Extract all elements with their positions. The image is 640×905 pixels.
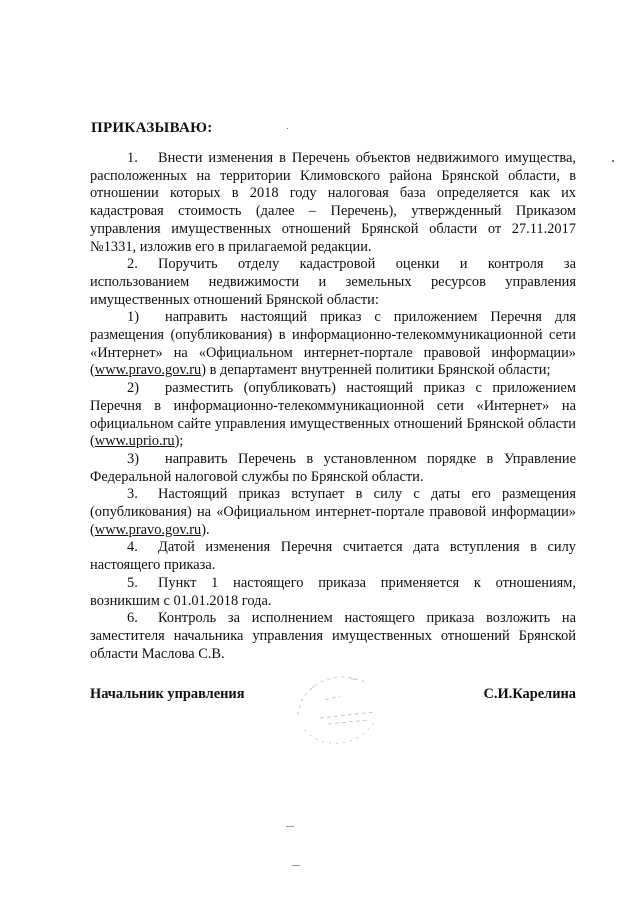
order-subitem-2: [90, 380, 576, 451]
order-subitem-3: [90, 451, 576, 486]
subitem-number: 3): [127, 450, 139, 467]
subitem-text-tail: ) в департамент внутренней политики Брянской области;: [201, 362, 551, 379]
order-item-2: [90, 256, 576, 309]
subitem-text: направить настоящий приказ с приложением Перечня для размещения (опубликования) в информационно-телекоммуникационной сети «Интернет» на «Официальном интернет-портале правовой информации» (: [90, 309, 576, 379]
subitem-number: 1): [127, 309, 139, 326]
subitem-text: разместить (опубликовать) настоящий приказ с приложением Перечня в информационно-телекоммуникационной сети «Интернет» на официальном сайте управления имущественных отношений Брянской области (: [90, 380, 576, 450]
subitem-text-tail: );: [174, 433, 184, 450]
item-number: 3.: [127, 486, 138, 503]
scan-mark: [286, 826, 294, 827]
order-item-1: [90, 150, 576, 256]
order-heading: ПРИКАЗЫВАЮ:: [91, 120, 213, 136]
item-number: 6.: [127, 610, 138, 627]
pravo-link[interactable]: www.pravo.gov.ru: [94, 362, 202, 379]
order-subitem-1: [90, 309, 576, 380]
signer-name: С.И.Карелина: [483, 686, 576, 702]
item-text: Датой изменения Перечня считается дата вступления в силу настоящего приказа.: [90, 539, 576, 574]
item-text: Настоящий приказ вступает в силу с даты его размещения (опубликования) на «Официальном интернет-портале правовой информации» (: [90, 486, 576, 538]
order-item-4: [90, 539, 576, 574]
item-number: 5.: [127, 574, 138, 591]
item-text-tail: ).: [201, 521, 210, 538]
subitem-number: 2): [127, 380, 139, 397]
order-body: [90, 150, 576, 663]
official-stamp: [280, 660, 390, 760]
order-item-5: [90, 575, 576, 610]
item-number: 1.: [127, 150, 138, 166]
scan-speck: [612, 160, 614, 162]
scan-speck: [287, 128, 288, 129]
pravo-link[interactable]: www.pravo.gov.ru: [94, 521, 202, 538]
uprio-link[interactable]: www.uprio.ru: [94, 433, 175, 450]
order-item-6: [90, 610, 576, 663]
order-item-3: [90, 486, 576, 539]
item-text: Поручить отделу кадастровой оценки и контроля за использованием недвижимости и земельных ресурсов управления имущественных отношений Брянской области:: [90, 256, 576, 308]
item-text: Контроль за исполнением настоящего приказа возложить на заместителя начальника управления имущественных отношений Брянской области Маслова С.В.: [90, 610, 576, 662]
subitem-text: направить Перечень в установленном порядке в Управление Федеральной налоговой службы по Брянской области.: [90, 450, 576, 485]
item-text: Внести изменения в Перечень объектов недвижимого имущества, расположенных на территории Климовского района Брянской области, в отношении которых в 2018 году налоговая база определяется как их кадастровая стоимость (далее – Перечень), утвержденный Приказом управления имущественных отношений Брянской области от 27.11.2017 №1331, изложив его в прилагаемой редакции.: [90, 150, 576, 255]
scan-mark: [292, 865, 300, 866]
item-number: 2.: [127, 256, 138, 273]
item-number: 4.: [127, 539, 138, 556]
signer-title: Начальник управления: [90, 686, 245, 702]
item-text: Пункт 1 настоящего приказа применяется к отношениям, возникшим с 01.01.2018 года.: [90, 574, 576, 609]
